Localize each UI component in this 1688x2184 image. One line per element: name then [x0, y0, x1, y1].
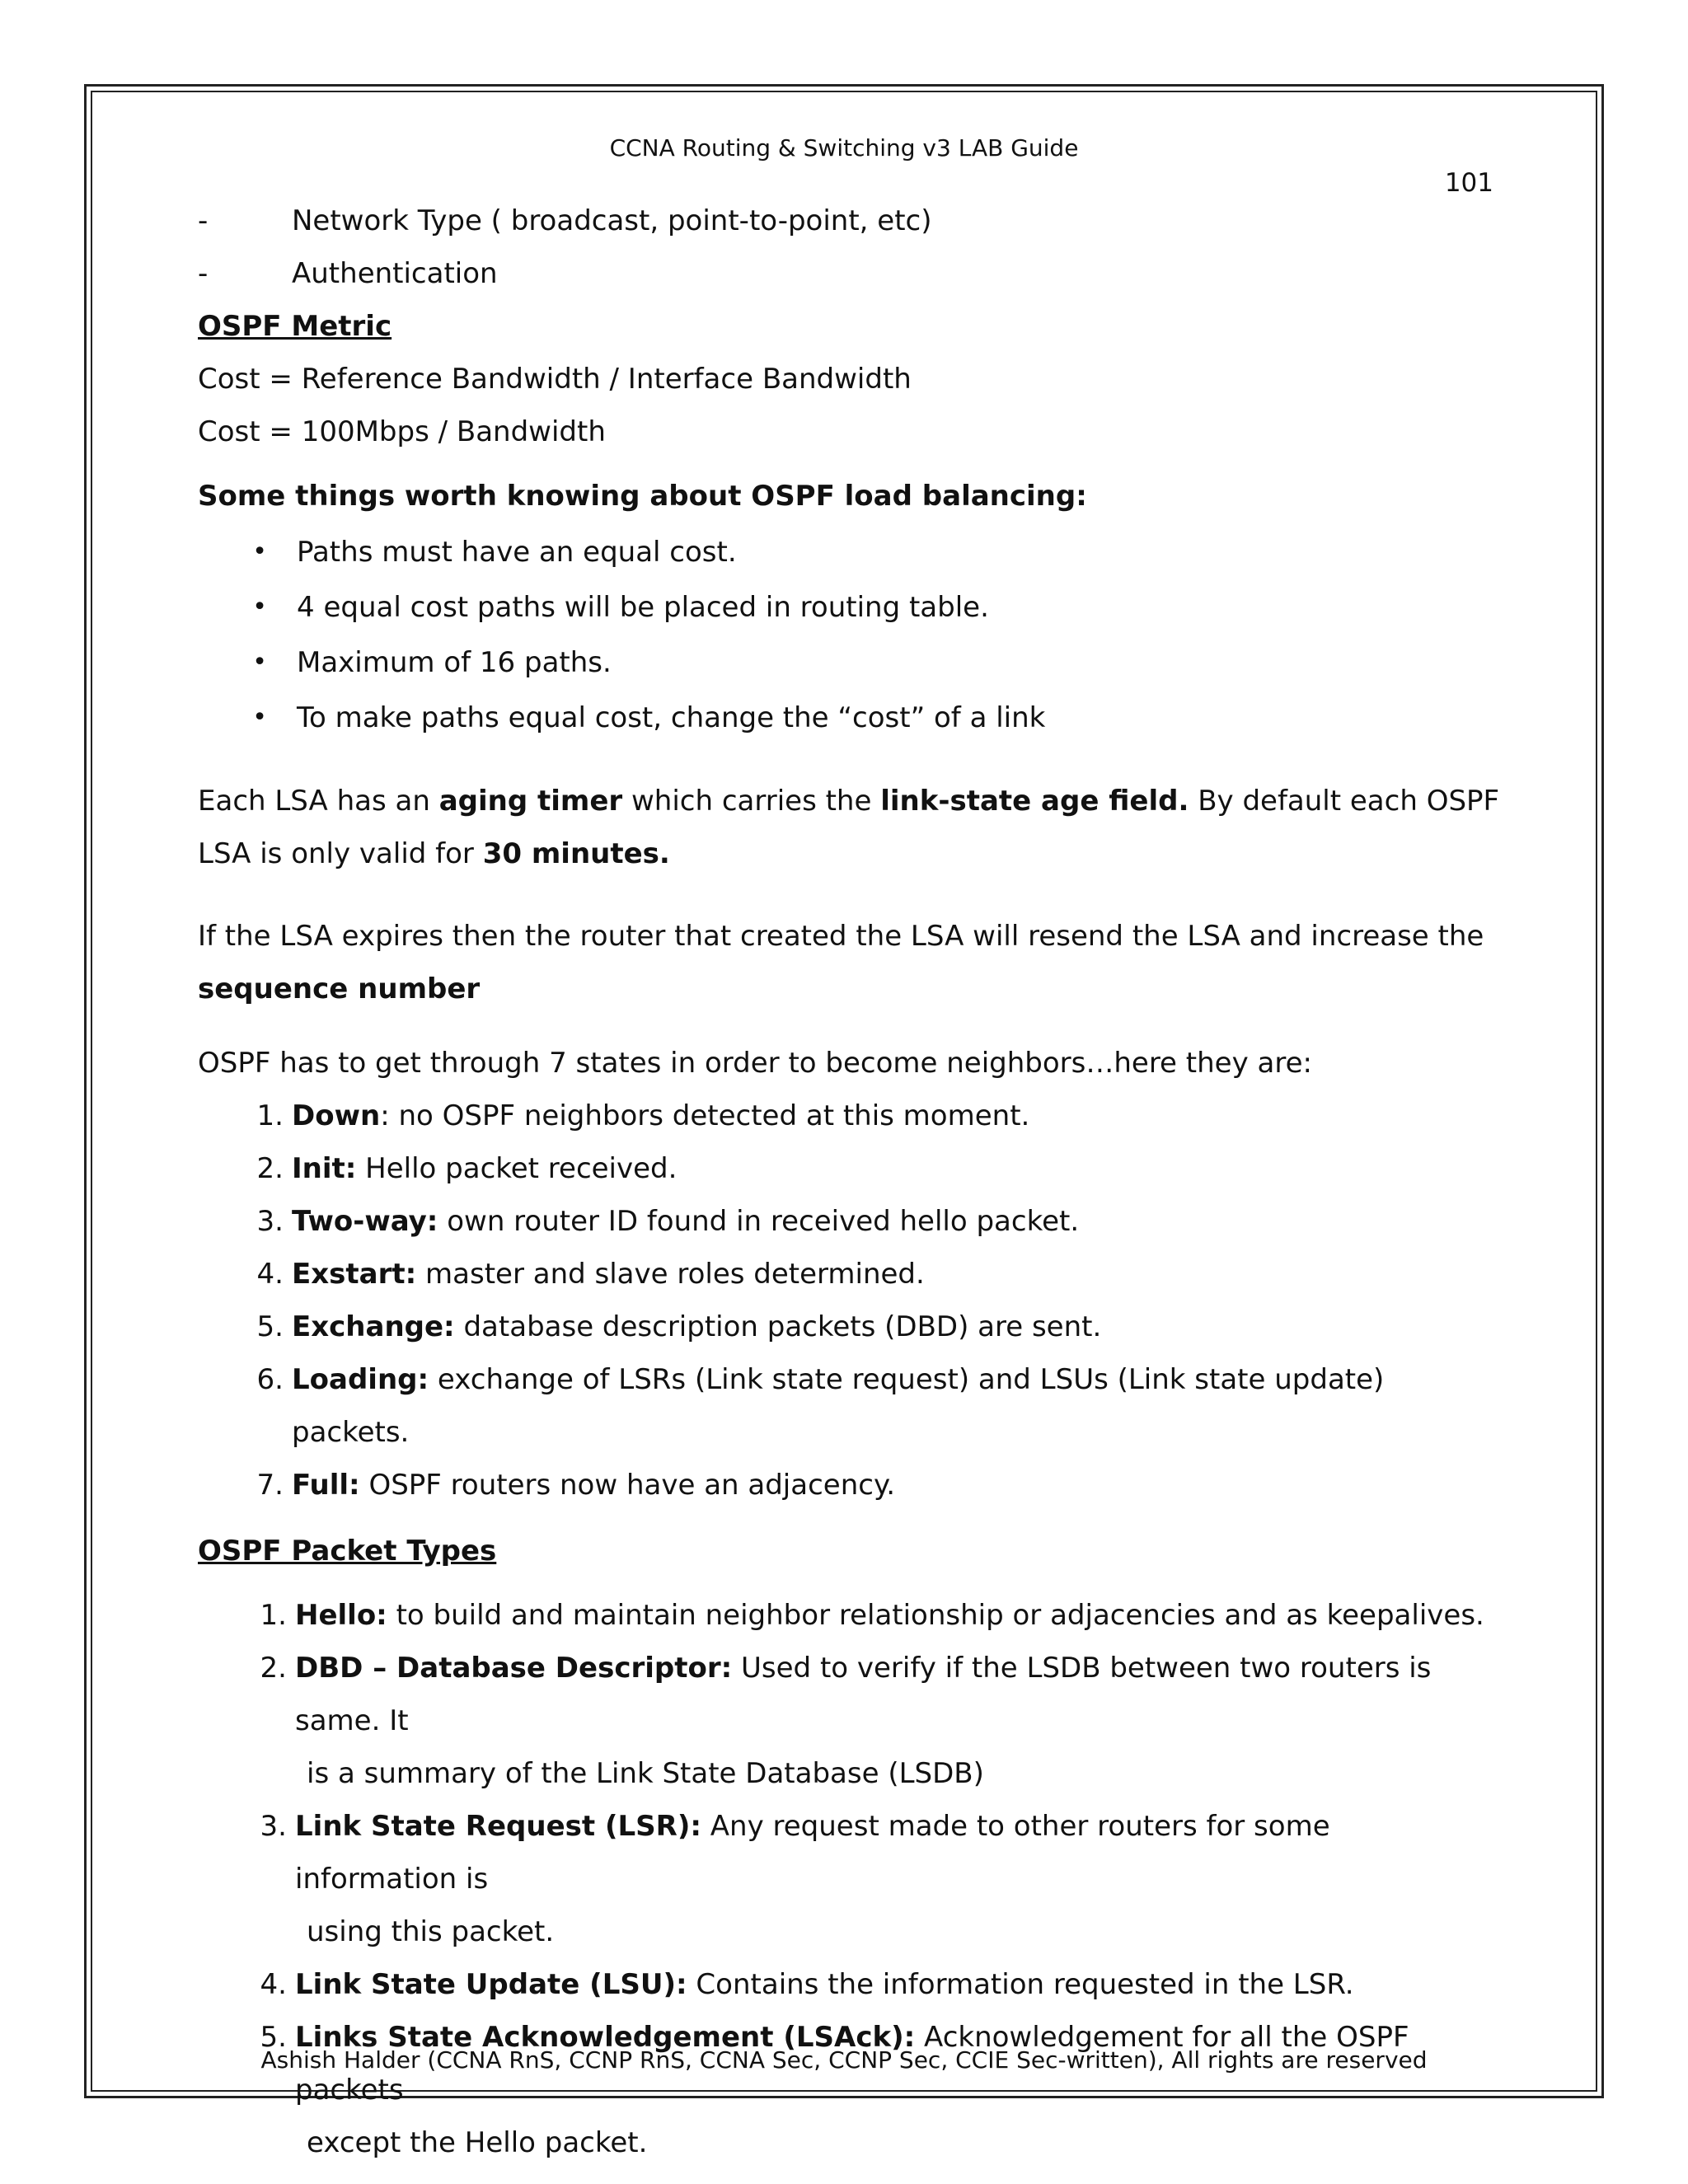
packet-desc: Any request made to other routers for some information is — [295, 1810, 1330, 1896]
bullet-item — [198, 635, 1500, 690]
dash-list-item — [198, 194, 1500, 247]
packet-item — [198, 2011, 1500, 2169]
state-text — [292, 1248, 1500, 1301]
item-number: 2. — [256, 1152, 284, 1185]
state-item — [198, 1142, 1500, 1195]
item-number: 6. — [256, 1363, 284, 1396]
state-term: Full: — [292, 1469, 360, 1502]
state-desc: exchange of LSRs (Link state request) and LSUs (Link state update) packets. — [292, 1363, 1385, 1449]
bullet-text: 4 equal cost paths will be placed in routing table. — [297, 590, 989, 624]
state-item — [198, 1459, 1500, 1511]
bullet-item — [198, 524, 1500, 579]
bullet-icon: • — [252, 647, 267, 677]
state-term: Init: — [292, 1152, 357, 1185]
packet-desc: to build and maintain neighbor relationship or adjacencies and as keepalives. — [387, 1599, 1484, 1632]
bullet-icon: • — [252, 592, 267, 621]
dash-item-text: Network Type ( broadcast, point-to-point, etc) — [292, 204, 932, 237]
packet-text — [295, 2011, 1500, 2169]
text-span: If the LSA expires then the router that created the LSA will resend the LSA and increase the — [198, 920, 1484, 953]
state-desc: own router ID found in received hello packet. — [438, 1205, 1080, 1238]
state-text — [292, 1195, 1500, 1248]
bullet-text: Paths must have an equal cost. — [297, 535, 737, 569]
states-intro: OSPF has to get through 7 states in order to become neighbors…here they are: — [198, 1047, 1312, 1080]
state-item — [198, 1195, 1500, 1248]
packet-item — [198, 1958, 1500, 2011]
state-term: Down — [292, 1099, 381, 1132]
state-term: Exchange: — [292, 1310, 455, 1343]
packet-term: Link State Request (LSR): — [295, 1810, 701, 1843]
packet-term: Link State Update (LSU): — [295, 1968, 687, 2001]
bold-term: 30 minutes. — [482, 837, 670, 870]
dash-marker: - — [198, 204, 209, 237]
state-term: Exstart: — [292, 1258, 417, 1291]
bullet-item — [198, 690, 1500, 745]
page-footer: Ashish Halder (CCNA RnS, CCNP RnS, CCNA Sec, CCNP Sec, CCIE Sec-written), All rights are reserved — [260, 2046, 1428, 2074]
bold-term: link-state age field. — [880, 785, 1189, 818]
ospf-metric-heading: OSPF Metric — [198, 310, 392, 343]
packet-term: Links State Acknowledgement (LSAck): — [295, 2021, 916, 2054]
state-term: Two-way: — [292, 1205, 438, 1238]
packet-item — [198, 1642, 1500, 1800]
packet-desc-continued: is a summary of the Link State Database (LSDB) — [307, 1757, 984, 1790]
packet-item — [198, 1800, 1500, 1958]
state-desc: no OSPF neighbors detected at this moment. — [389, 1099, 1030, 1132]
dash-list-item — [198, 247, 1500, 300]
item-number: 5. — [256, 1310, 284, 1343]
text-span: By default each OSPF LSA is only valid for — [198, 785, 1500, 870]
state-text — [292, 1459, 1500, 1511]
packet-desc: Used to verify if the LSDB between two routers is same. It — [295, 1652, 1432, 1737]
text-span: which carries the — [622, 785, 881, 818]
packet-types-list — [198, 1589, 1500, 2169]
bullet-icon: • — [252, 537, 267, 566]
cost-formula-2: Cost = 100Mbps / Bandwidth — [198, 415, 606, 448]
ospf-states-list — [198, 1090, 1500, 1511]
packet-text — [295, 1589, 1500, 1642]
state-desc: database description packets (DBD) are sent. — [454, 1310, 1102, 1343]
bold-term: aging timer — [438, 785, 623, 818]
packet-text — [295, 1800, 1500, 1958]
cost-formula-1: Cost = Reference Bandwidth / Interface Bandwidth — [198, 363, 912, 396]
bullet-item — [198, 579, 1500, 635]
packet-term: DBD – Database Descriptor: — [295, 1652, 733, 1685]
item-number: 2. — [260, 1652, 287, 1685]
item-number: 1. — [256, 1099, 284, 1132]
state-item — [198, 1090, 1500, 1142]
page-body — [198, 194, 1500, 2169]
packet-text — [295, 1642, 1500, 1800]
state-text — [292, 1090, 1500, 1142]
packet-desc-continued: except the Hello packet. — [307, 2126, 648, 2159]
state-text — [292, 1353, 1500, 1459]
packet-desc: Acknowledgement for all the OSPF packets — [295, 2021, 1409, 2107]
load-balancing-heading: Some things worth knowing about OSPF load balancing: — [198, 480, 1087, 513]
item-number: 3. — [256, 1205, 284, 1238]
bullet-icon: • — [252, 702, 267, 732]
state-desc: Hello packet received. — [356, 1152, 678, 1185]
packet-desc: Contains the information requested in the LSR. — [687, 1968, 1354, 2001]
packet-item — [198, 1589, 1500, 1642]
packet-text — [295, 1958, 1500, 2011]
bullet-text: To make paths equal cost, change the “cost” of a link — [297, 701, 1046, 734]
item-number: 1. — [260, 1599, 287, 1632]
state-text — [292, 1142, 1500, 1195]
lsa-aging-paragraph — [198, 775, 1500, 880]
state-item — [198, 1301, 1500, 1353]
bullet-text: Maximum of 16 paths. — [297, 645, 612, 679]
state-text — [292, 1301, 1500, 1353]
bold-term: sequence number — [198, 972, 481, 1005]
state-term: Loading: — [292, 1363, 429, 1396]
state-desc: OSPF routers now have an adjacency. — [359, 1469, 896, 1502]
lsa-expire-paragraph — [198, 910, 1500, 1015]
page-header-title: CCNA Routing & Switching v3 LAB Guide — [609, 134, 1079, 162]
dash-marker: - — [198, 257, 209, 290]
item-number: 7. — [256, 1469, 284, 1502]
state-desc: master and slave roles determined. — [416, 1258, 925, 1291]
page-number: 101 — [1444, 168, 1493, 198]
load-balancing-list — [198, 524, 1500, 745]
packet-term: Hello: — [295, 1599, 387, 1632]
packet-desc-continued: using this packet. — [307, 1915, 555, 1948]
state-item — [198, 1353, 1500, 1459]
text-span: Each LSA has an — [198, 785, 439, 818]
item-number: 5. — [260, 2021, 287, 2054]
item-number: 3. — [260, 1810, 287, 1843]
packet-types-heading: OSPF Packet Types — [198, 1535, 497, 1568]
state-item — [198, 1248, 1500, 1301]
item-number: 4. — [256, 1258, 284, 1291]
dash-item-text: Authentication — [292, 257, 498, 290]
item-number: 4. — [260, 1968, 287, 2001]
state-sep: : — [380, 1099, 390, 1132]
